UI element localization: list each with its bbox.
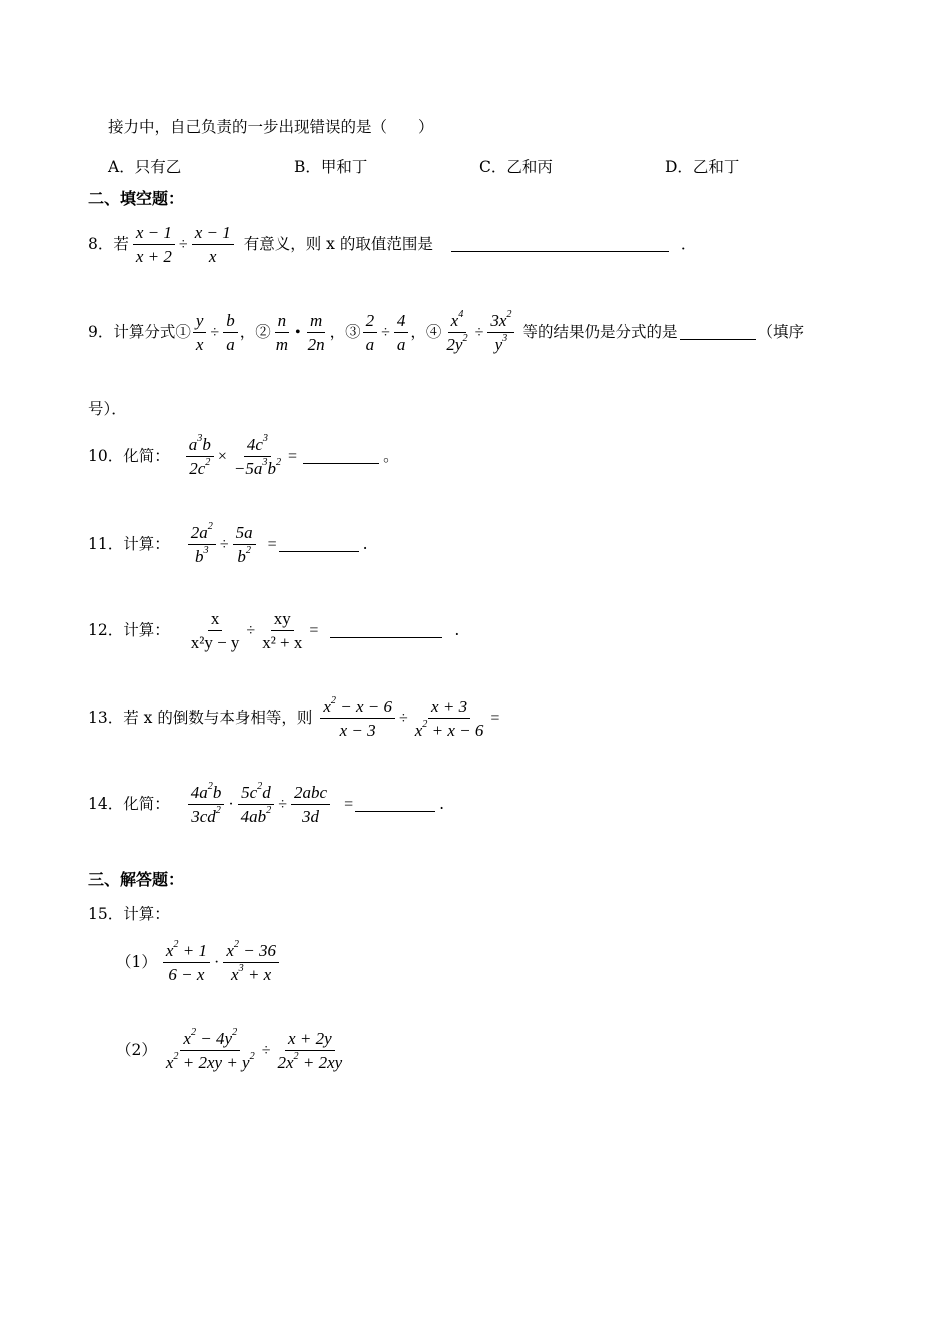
q15-part-1 <box>116 938 281 984</box>
q11-fraction-b: $\frac{5a}{b^2}$ <box>233 524 256 565</box>
q9-sep-2: ，② <box>239 322 271 341</box>
q10-fraction-b: $\frac{4c^3}{-5a^3b^2}$ <box>233 432 282 478</box>
question-10 <box>88 432 399 478</box>
q8-num-2: x − 1 <box>192 224 234 245</box>
q9-pre: 9．计算分式① <box>88 322 191 341</box>
q13-fraction-a: $\frac{x^2 - x - 6}{x - 3}$ <box>320 698 395 739</box>
q9-expr-3-fraction-b: $\frac{4}{a}$ <box>394 312 409 353</box>
question-9 <box>88 308 805 354</box>
q12-den-1: x²y − y <box>190 633 240 652</box>
q15-part1-label: （1） <box>116 952 157 971</box>
q11-div: ÷ <box>219 535 229 553</box>
q14-end: . <box>439 794 445 813</box>
q15-1-fraction-a: $\frac{x^2 + 1}{6 - x}$ <box>163 942 210 983</box>
q9-wrap: 号）． <box>88 400 127 418</box>
q15-part-2 <box>116 1026 347 1072</box>
q12-end: . <box>454 620 460 639</box>
q11-label: 11．计算： <box>88 534 170 553</box>
q13-fraction-b: $\frac{x + 3}{x^2 + x - 6}$ <box>414 697 484 740</box>
q10-times: × <box>217 447 227 465</box>
q9-sep-4: ，④ <box>410 322 442 341</box>
q8-fraction-1 <box>133 224 175 265</box>
q12-fraction-b <box>259 610 305 651</box>
q12-num-2: xy <box>271 610 294 631</box>
question-14 <box>88 780 445 826</box>
q12-num-1: x <box>208 610 223 631</box>
q8-div: ÷ <box>178 235 188 253</box>
section-fill-in-title: 二、填空题： <box>88 189 185 208</box>
q10-answer-blank[interactable] <box>303 449 379 464</box>
q8-end: ． <box>680 234 697 253</box>
q14-fraction-b: $\frac{5c^2d}{4ab^2}$ <box>238 784 275 825</box>
q7-option-c: C．乙和丙 <box>479 158 553 176</box>
q8-num-1: x − 1 <box>133 224 175 245</box>
q8-den-2: x <box>208 247 217 266</box>
q12-div: ÷ <box>246 621 256 639</box>
q12-label: 12．计算： <box>88 620 170 639</box>
q9-div-4: ÷ <box>474 323 484 341</box>
q9-expr-4-fraction-b: $\frac{3x^2}{y^3}$ <box>487 312 514 353</box>
q10-eq: = <box>288 447 298 465</box>
q14-fraction-c: $\frac{\text{2abc}}{3d}$ <box>291 784 330 825</box>
q10-fraction-a: $\frac{a^3b}{2c^2}$ <box>186 436 214 477</box>
section-answer-title: 三、解答题： <box>88 870 185 889</box>
q9-expr-4-fraction-a: $\frac{x^4}{2y^2}$ <box>446 308 468 354</box>
q11-fraction-a: $\frac{2a^2}{b^3}$ <box>188 524 216 565</box>
question-12 <box>88 610 459 651</box>
q8-fraction-2 <box>192 224 234 265</box>
q15-2-fraction-a: $\frac{x^2 - 4y^2}{x^2 + 2xy + y^2}$ <box>165 1026 255 1072</box>
q11-answer-blank[interactable] <box>279 537 359 552</box>
q11-end: . <box>362 534 368 553</box>
question-11 <box>88 520 368 566</box>
q8-den-1: x + 2 <box>135 247 172 266</box>
q8-pre: 8．若 <box>88 234 129 253</box>
q7-option-b: B．甲和丁 <box>294 158 368 176</box>
q13-eq: = <box>490 709 500 727</box>
q9-sep-3: ，③ <box>329 322 361 341</box>
q15-1-dot: · <box>214 953 220 971</box>
question-8 <box>88 224 696 265</box>
q13-text: 13．若 x 的倒数与本身相等，则 <box>88 708 313 727</box>
q9-expr-2-fraction-b: $\frac{m}{2n}$ <box>307 311 325 354</box>
q10-label: 10．化简： <box>88 446 170 465</box>
q9-dot: • <box>295 323 301 341</box>
q8-post: 有意义，则 x 的取值范围是 <box>243 234 433 253</box>
q14-dot: · <box>228 795 234 813</box>
q15-1-fraction-b: $\frac{x^2 - 36}{x^3 + x}$ <box>223 942 279 983</box>
q9-tail: （填序 <box>757 322 805 341</box>
q11-eq: = <box>267 535 277 553</box>
q15-part2-label: （2） <box>116 1040 157 1059</box>
q9-answer-blank[interactable] <box>680 325 756 340</box>
q9-post: 等的结果仍是分式的是 <box>522 322 678 341</box>
q12-den-2: x² + x <box>262 633 303 652</box>
q12-eq: = <box>309 621 319 639</box>
q9-expr-3-fraction-a: $\frac{2}{a}$ <box>363 312 378 353</box>
q15-label: 15．计算： <box>88 905 170 923</box>
q9-expr-1-fraction-b: $\frac{b}{a}$ <box>223 312 238 353</box>
q9-div-3: ÷ <box>381 323 390 341</box>
q14-label: 14．化简： <box>88 794 170 813</box>
q14-div: ÷ <box>278 795 288 813</box>
q7-option-a: A．只有乙 <box>108 158 182 176</box>
q8-answer-blank[interactable] <box>451 237 669 252</box>
q12-fraction-a <box>188 610 243 651</box>
q9-expr-1-fraction-a: $\frac{y}{x}$ <box>193 312 207 353</box>
q10-end: 。 <box>383 446 399 465</box>
q13-div: ÷ <box>398 709 408 727</box>
q14-eq: = <box>344 795 354 813</box>
question-13 <box>88 694 501 740</box>
q7-option-d: D．乙和丁 <box>665 158 740 176</box>
q7-tail: 接力中，自己负责的一步出现错误的是（ ） <box>108 118 434 136</box>
q9-expr-2-fraction-a: $\frac{n}{m}$ <box>275 311 288 354</box>
q15-2-div: ÷ <box>261 1041 271 1059</box>
q9-div-1: ÷ <box>210 323 220 341</box>
q15-2-fraction-b: $\frac{x + 2y}{2x^2 + 2xy}$ <box>277 1029 343 1072</box>
q14-fraction-a: $\frac{4a^2b}{3cd^2}$ <box>188 784 225 825</box>
q12-answer-blank[interactable] <box>330 623 442 638</box>
q14-answer-blank[interactable] <box>355 797 435 812</box>
